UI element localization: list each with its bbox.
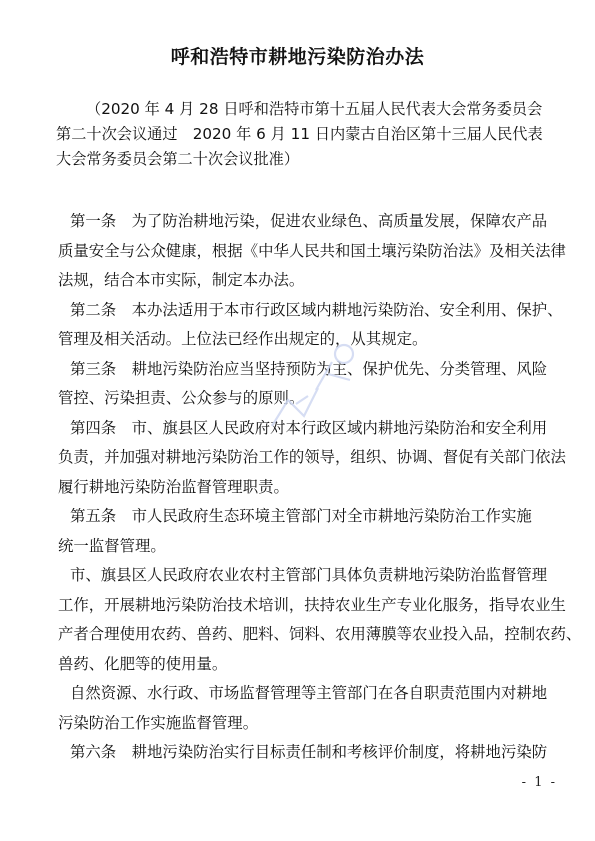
text-line: 履行耕地污染防治监督管理职责。 [58, 477, 289, 496]
text-line: 工作，开展耕地污染防治技术培训，扶持农业生产专业化服务，指导农业生 [58, 595, 566, 614]
text-line: 管控、污染担责、公众参与的原则。 [58, 389, 305, 407]
preamble-line: 第二十次会议通过 2020 年 6 月 11 日内蒙古自治区第十三届人民代表 [56, 125, 543, 143]
article-6 [58, 738, 548, 768]
text-line: 统一监督管理。 [58, 536, 166, 555]
preamble-line: 大会常务委员会第二十次会议批准） [56, 150, 299, 168]
document-preamble [56, 97, 546, 172]
text-line: 管理及相关活动。上位法已经作出规定的，从其规定。 [58, 330, 428, 348]
article-1 [58, 207, 566, 296]
text-line: 第四条 市、旗县区人民政府对本行政区域内耕地污染防治和安全利用 [70, 418, 548, 437]
text-line: 第五条 市人民政府生态环境主管部门对全市耕地污染防治工作实施 [70, 507, 532, 525]
text-line: 兽药、化肥等的使用量。 [58, 654, 228, 673]
article-5-paragraph-3 [58, 679, 548, 738]
article-5 [58, 502, 544, 561]
article-5-paragraph-2 [58, 561, 582, 679]
page-number: - 1 - [521, 775, 557, 790]
preamble-line: （2020 年 4 月 28 日呼和浩特市第十五届人民代表大会常务委员会 [86, 100, 543, 118]
document-title: 呼和浩特市耕地污染防治办法 [170, 46, 425, 68]
text-line: 第六条 耕地污染防治实行目标责任制和考核评价制度，将耕地污染防 [70, 743, 548, 761]
text-line: 自然资源、水行政、市场监督管理等主管部门在各自职责范围内对耕地 [70, 684, 548, 702]
text-line: 污染防治工作实施监督管理。 [58, 713, 259, 732]
text-line: 产者合理使用农药、兽药、肥料、饲料、农用薄膜等农业投入品，控制农药、 [58, 625, 582, 643]
text-line: 第一条 为了防治耕地污染，促进农业绿色、高质量发展，保障农产品 [70, 212, 548, 230]
text-line: 第三条 耕地污染防治应当坚持预防为主、保护优先、分类管理、风险 [70, 359, 548, 378]
watermark-logo-icon [258, 330, 378, 440]
text-line: 第二条 本办法适用于本市行政区域内耕地污染防治、安全利用、保护、 [70, 300, 563, 319]
text-line: 负责，并加强对耕地污染防治工作的领导，组织、协调、督促有关部门依法 [58, 448, 566, 466]
document-body [58, 207, 582, 768]
text-line: 法规，结合本市实际，制定本办法。 [58, 271, 305, 289]
text-line: 市、旗县区人民政府农业农村主管部门具体负责耕地污染防治监督管理 [70, 566, 548, 584]
text-line: 质量安全与公众健康，根据《中华人民共和国土壤污染防治法》及相关法律 [58, 241, 566, 260]
